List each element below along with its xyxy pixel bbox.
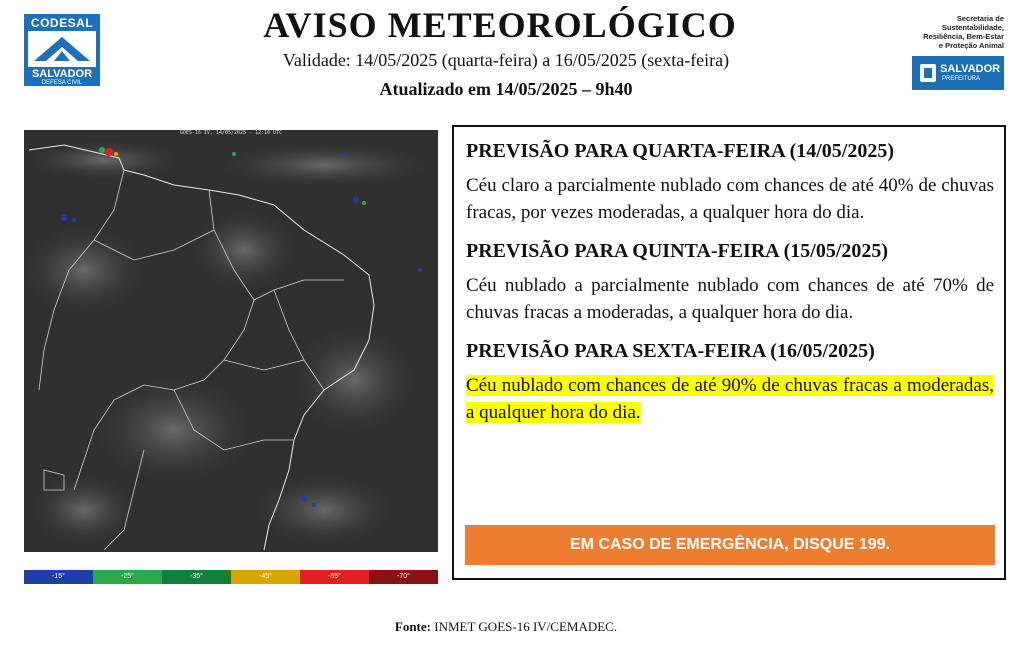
- forecast-heading-thursday: PREVISÃO PARA QUINTA-FEIRA (15/05/2025): [466, 240, 889, 262]
- codesal-logo-top: CODESAL: [30, 16, 94, 30]
- satellite-image: [24, 130, 438, 552]
- source-line: [0, 619, 1012, 635]
- emergency-banner: EM CASO DE EMERGÊNCIA, DISQUE 199.: [465, 525, 995, 565]
- secretaria-text: [904, 14, 1004, 50]
- colorbar-segment: -70°: [369, 570, 438, 584]
- forecast-text-thursday: Céu nublado a parcialmente nublado com chances de até 70% de chuvas fracas a moderadas, a qualquer hora do dia.: [466, 275, 994, 323]
- colorbar-segment: -35°: [162, 570, 231, 584]
- satellite-map: [24, 130, 438, 552]
- forecast-text-wednesday: Céu claro a parcialmente nublado com chances de até 40% de chuvas fracas, por vezes moderadas, a qualquer hora do dia.: [466, 175, 994, 223]
- secretaria-line: Secretaria de: [956, 14, 1004, 23]
- colorbar-segment: -25°: [93, 570, 162, 584]
- colorbar-segment: -45°: [231, 570, 300, 584]
- forecast-box: [452, 125, 1006, 580]
- forecast-text-friday-highlight: Céu nublado com chances de até 90% de chuvas fracas a moderadas, a qualquer hora do dia.: [466, 375, 994, 423]
- codesal-logo-bottom: SALVADOR: [31, 68, 93, 80]
- forecast-heading-friday: PREVISÃO PARA SEXTA-FEIRA (16/05/2025): [466, 340, 875, 362]
- codesal-logo-sub: DEFESA CIVIL: [41, 80, 83, 86]
- prefeitura-logo: [912, 56, 1004, 90]
- secretaria-line: Resiliência, Bem-Estar: [923, 32, 1004, 41]
- page-title: AVISO METEOROLÓGICO: [263, 5, 737, 45]
- source-label: Fonte:: [394, 619, 431, 634]
- colorbar-segment: -15°: [24, 570, 93, 584]
- source-value: INMET GOES-16 IV/CEMADEC.: [434, 619, 618, 634]
- updated-text: Atualizado em 14/05/2025 – 9h40: [379, 79, 633, 99]
- secretaria-line: Sustentabilidade,: [941, 23, 1004, 32]
- prefeitura-logo-name: SALVADOR: [940, 63, 1001, 75]
- forecast-heading-wednesday: PREVISÃO PARA QUARTA-FEIRA (14/05/2025): [466, 140, 895, 162]
- validity-text: Validade: 14/05/2025 (quarta-feira) a 16/05/2025 (sexta-feira): [282, 50, 730, 70]
- map-caption: GOES-16 IV, 14/05/2025 - 12:10 UTC: [179, 130, 283, 136]
- prefeitura-logo-sub: PREFEITURA: [942, 76, 981, 82]
- temperature-colorbar: [24, 570, 438, 584]
- secretaria-line: e Proteção Animal: [938, 41, 1004, 50]
- forecast-text-friday: [466, 372, 994, 426]
- colorbar-segment: -55°: [300, 570, 369, 584]
- prefeitura-emblem-icon: [916, 56, 940, 90]
